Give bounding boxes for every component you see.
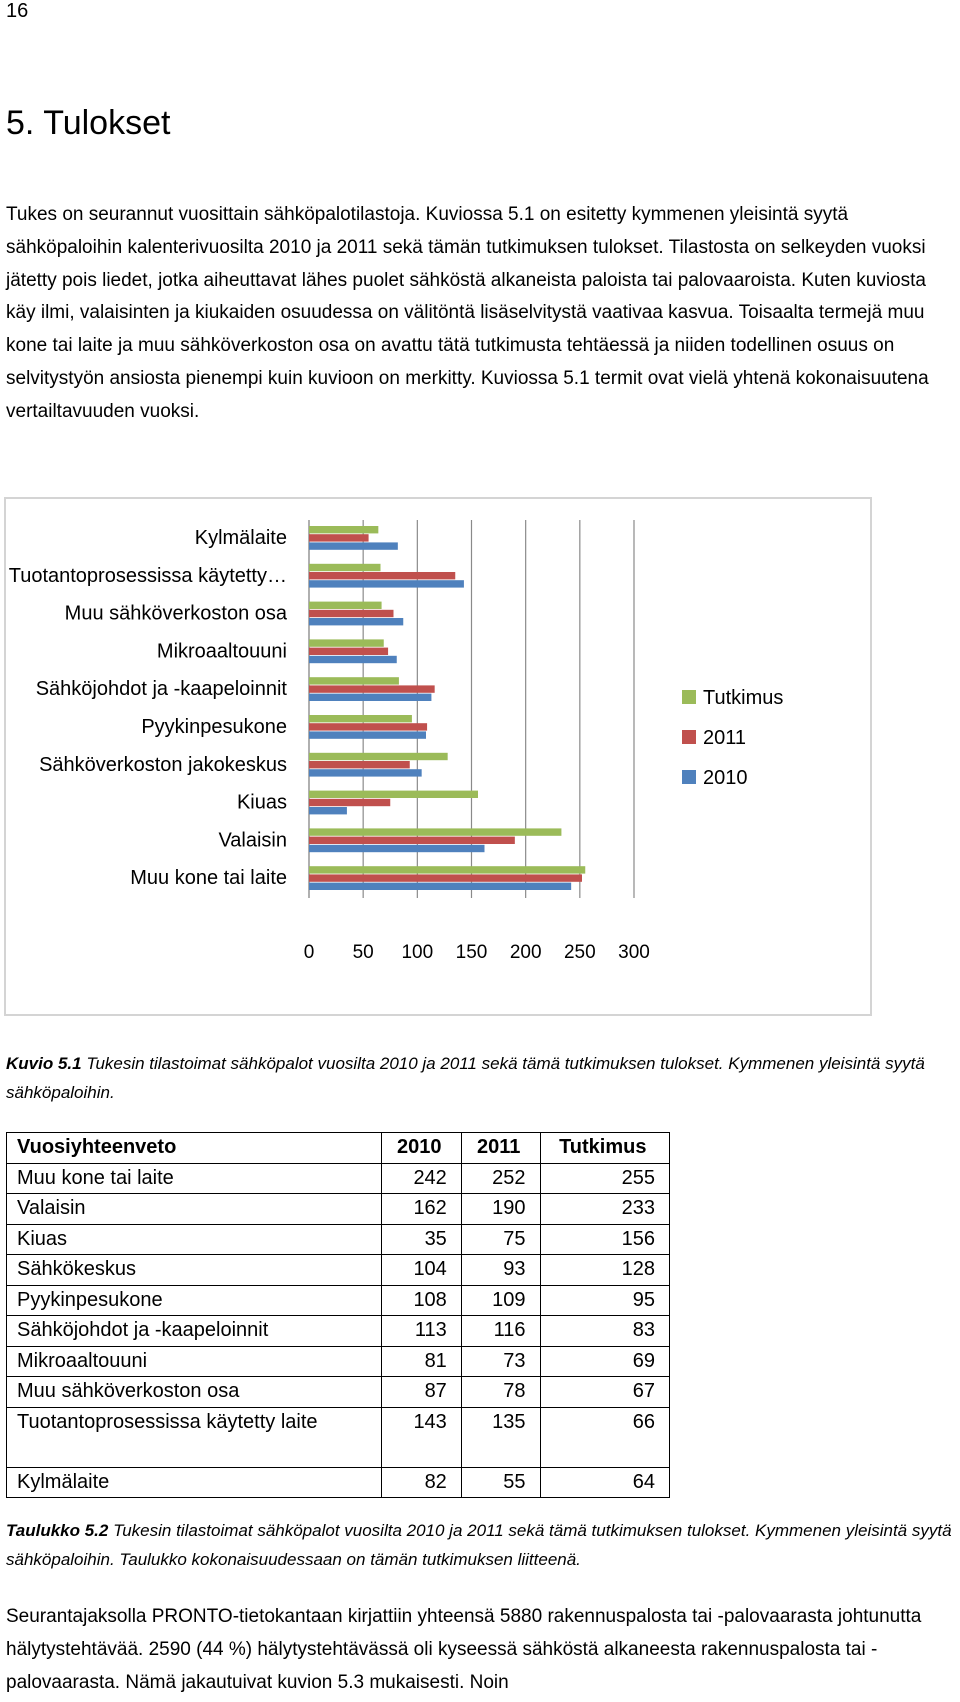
table-row (7, 1346, 670, 1377)
figure-caption (6, 1050, 956, 1107)
bar (309, 572, 455, 579)
category-label: Mikroaaltouuni (156, 640, 287, 663)
table-cell: 55 (461, 1467, 540, 1498)
table-cell: 73 (461, 1346, 540, 1377)
bar (309, 828, 561, 835)
category-label: Kylmälaite (194, 527, 287, 549)
table-cell: 128 (540, 1255, 669, 1286)
bar (309, 883, 571, 890)
category-label: Pyykinpesukone (141, 716, 287, 738)
bar (309, 694, 431, 701)
category-label: Tuotantoprosessissa käytetty… (8, 564, 287, 587)
table-row (7, 1163, 670, 1194)
bar (309, 648, 388, 655)
x-tick-label: 0 (303, 942, 315, 963)
table-row (7, 1194, 670, 1225)
table-cell: 83 (540, 1316, 669, 1347)
table-cell: 242 (381, 1163, 461, 1194)
bar (309, 761, 410, 768)
bar (309, 564, 381, 571)
table-cell: Muu kone tai laite (7, 1163, 382, 1194)
table-cell: 252 (461, 1163, 540, 1194)
table-header-cell: Tutkimus (540, 1133, 669, 1164)
table-cell: 108 (381, 1285, 461, 1316)
intro-paragraph: Tukes on seurannut vuosittain sähköpalotilastoja. Kuviossa 5.1 on esitetty kymmenen yleisintä syytä sähköpaloihin kalenterivuosilta 2010 ja 2011 sekä tämän tutkimuksen tulokset. Tilastosta on selkeyden vuoksi jätetty pois liedet, jotka aiheuttavat lähes puolet sähköstä alkaneista paloista tai palovaaroista. Kuten kuviosta käy ilmi, valaisinten ja kiukaiden osuudessa on välitöntä lisäselvitystä vaativaa kasvua. Toisaalta termejä muu kone tai laite ja muu sähköverkoston osa on avattu tätä tutkimusta tehtäessä ja niiden todellinen osuus on selvitystyön ansiosta pienempi kuin kuvioon on merkitty. Kuviossa 5.1 termit ovat vielä yhtenä kokonaisuutena vertailtavuuden vuoksi. (6, 204, 929, 422)
table-cell: 95 (540, 1285, 669, 1316)
table-cell: 75 (461, 1224, 540, 1255)
table-cell: 113 (381, 1316, 461, 1347)
table-cell: Valaisin (7, 1194, 382, 1225)
table-body (7, 1163, 670, 1498)
bar (309, 874, 582, 881)
table-cell: 255 (540, 1163, 669, 1194)
table-cell: 104 (381, 1255, 461, 1286)
bar (309, 731, 426, 738)
table-cell: 93 (461, 1255, 540, 1286)
bar (309, 542, 398, 549)
table-row (7, 1407, 670, 1467)
table-cell: 233 (540, 1194, 669, 1225)
table-cell: 67 (540, 1377, 669, 1408)
table-cell: 81 (381, 1346, 461, 1377)
table-row (7, 1316, 670, 1347)
bar (309, 715, 412, 722)
x-tick-label: 300 (618, 942, 650, 963)
section-heading: 5. Tulokset (6, 104, 171, 142)
bottom-paragraph: Seurantajaksolla PRONTO-tietokantaan kirjattiin yhteensä 5880 rakennuspalosta tai -palovaarasta johtunutta hälytystehtävää. 2590 (44 %) hälytystehtävässä oli kyseessä sähköstä alkaneesta rakennuspalosta tai -palovaarasta. Nämä jakautuivat kuvion 5.3 mukaisesti. Noin (6, 1606, 922, 1693)
table-caption-label: Taulukko 5.2 (6, 1521, 109, 1540)
bar (309, 723, 427, 730)
x-tick-label: 150 (455, 942, 488, 963)
figure-caption-label: Kuvio 5.1 (6, 1054, 82, 1073)
table-header-cell: Vuosiyhteenveto (7, 1133, 382, 1164)
table-cell: 69 (540, 1346, 669, 1377)
category-label: Valaisin (218, 829, 287, 852)
table-row (7, 1255, 670, 1286)
summary-table (6, 1132, 670, 1498)
table-caption-text: Tukesin tilastoimat sähköpalot vuosilta 2010 ja 2011 sekä tämä tutkimuksen tulokset. Kymmenen yleisintä syytä sähköpaloihin. Taulukko kokonaisuudessaan on tämän tutkimuksen liitteenä. (6, 1521, 952, 1569)
bar-chart (4, 497, 872, 1016)
table-cell: 156 (540, 1224, 669, 1255)
bar-chart-svg (6, 499, 870, 1014)
x-tick-label: 100 (401, 942, 434, 963)
table-cell: Muu sähköverkoston osa (7, 1377, 382, 1408)
bar (309, 656, 397, 663)
category-label: Kiuas (236, 791, 287, 814)
table-row (7, 1224, 670, 1255)
table-cell: Kylmälaite (7, 1467, 382, 1498)
bar (309, 677, 399, 684)
table-cell: 64 (540, 1467, 669, 1498)
category-label: Sähköverkoston jakokeskus (39, 753, 287, 776)
bar (309, 618, 403, 625)
bar (309, 639, 384, 646)
table-cell: 66 (540, 1407, 669, 1467)
table-cell: 162 (381, 1194, 461, 1225)
table-cell: Mikroaaltouuni (7, 1346, 382, 1377)
table-header-cell: 2011 (461, 1133, 540, 1164)
table-cell: Pyykinpesukone (7, 1285, 382, 1316)
bar (309, 791, 478, 798)
table-row (7, 1285, 670, 1316)
bar (309, 866, 585, 873)
bar (309, 807, 347, 814)
table-cell: 35 (381, 1224, 461, 1255)
table-cell: Tuotantoprosessissa käytetty laite (7, 1407, 382, 1467)
x-tick-label: 50 (352, 942, 374, 963)
table-cell: 190 (461, 1194, 540, 1225)
table-header-cell: 2010 (381, 1133, 461, 1164)
table-cell: Kiuas (7, 1224, 382, 1255)
x-tick-label: 200 (509, 942, 542, 963)
table-row (7, 1467, 670, 1498)
table-header-row (7, 1133, 670, 1164)
page-number: 16 (6, 0, 29, 22)
bar (309, 534, 369, 541)
bar (309, 580, 464, 587)
x-tick-label: 250 (563, 942, 596, 963)
category-label: Muu sähköverkoston osa (64, 602, 287, 625)
table-cell: 87 (381, 1377, 461, 1408)
bar (309, 685, 435, 692)
bar (309, 837, 515, 844)
table-cell: Sähkökeskus (7, 1255, 382, 1286)
bar (309, 602, 382, 609)
legend-swatch (682, 770, 696, 784)
legend-label: 2010 (703, 767, 748, 789)
category-label: Muu kone tai laite (130, 867, 287, 890)
bar (309, 610, 394, 617)
table-cell: 116 (461, 1316, 540, 1347)
figure-caption-text: Tukesin tilastoimat sähköpalot vuosilta 2010 ja 2011 sekä tämä tutkimuksen tulokset. Kymmenen yleisintä syytä sähköpaloihin. (6, 1054, 925, 1102)
legend-label: 2011 (703, 727, 747, 749)
table-caption (6, 1517, 956, 1574)
bar (309, 526, 378, 533)
table-cell: 78 (461, 1377, 540, 1408)
bar (309, 845, 485, 852)
legend-label: Tutkimus (703, 687, 784, 709)
table-cell: 82 (381, 1467, 461, 1498)
legend-swatch (682, 690, 696, 704)
table-cell: 135 (461, 1407, 540, 1467)
table-row (7, 1377, 670, 1408)
table-cell: 109 (461, 1285, 540, 1316)
bar (309, 769, 422, 776)
category-label: Sähköjohdot ja -kaapeloinnit (35, 678, 287, 701)
table-cell: 143 (381, 1407, 461, 1467)
legend-swatch (682, 730, 696, 744)
table-cell: Sähköjohdot ja -kaapeloinnit (7, 1316, 382, 1347)
bar (309, 799, 390, 806)
bar (309, 753, 448, 760)
